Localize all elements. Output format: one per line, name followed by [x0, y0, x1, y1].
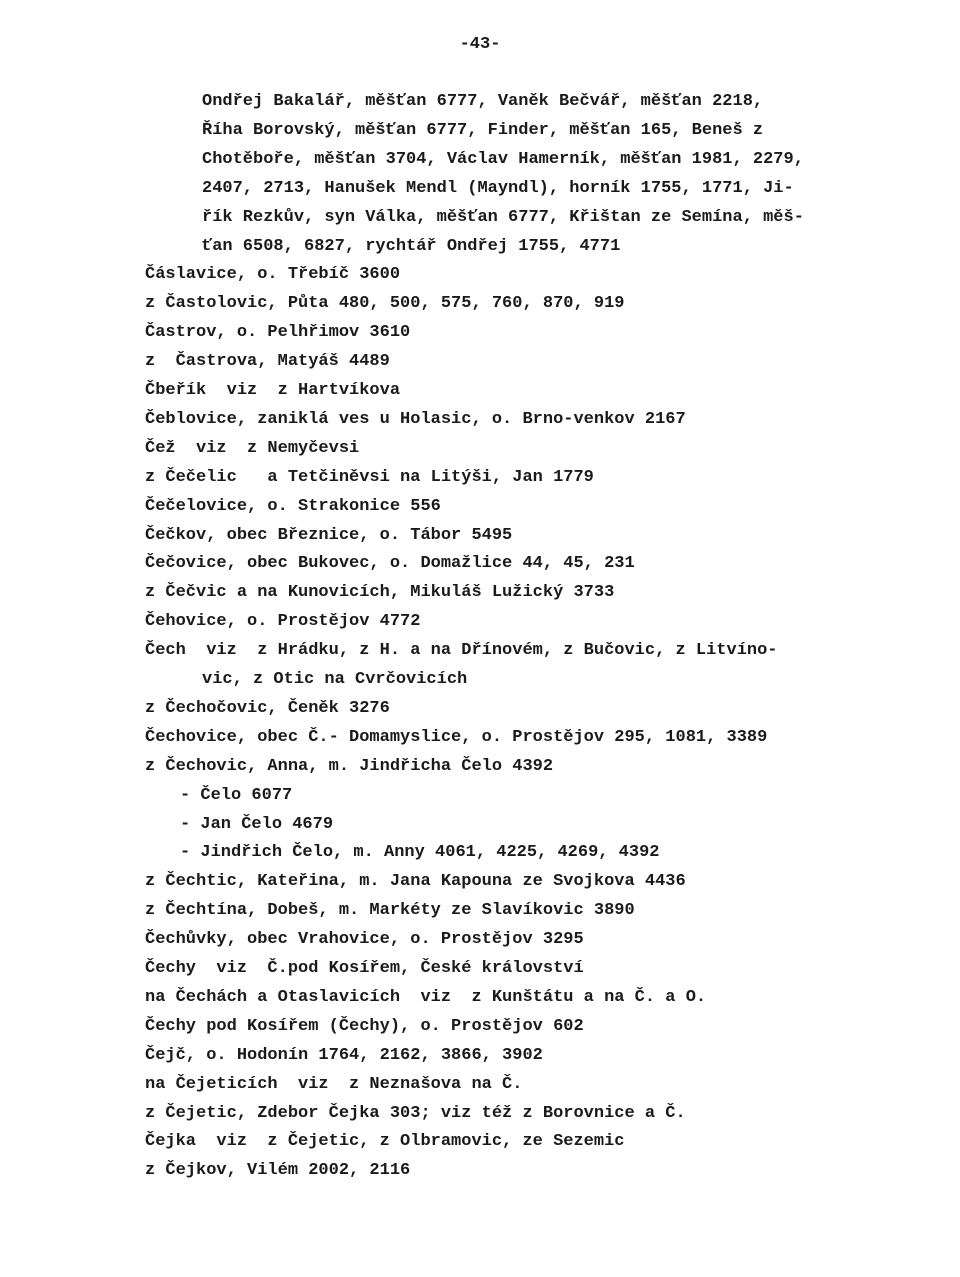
page-number: -43-: [459, 35, 501, 54]
index-entry: Čechy viz Č.pod Kosířem, České království: [145, 959, 584, 978]
index-entry: Čečelovice, o. Strakonice 556: [145, 496, 441, 516]
index-entry: Čečovice, obec Bukovec, o. Domažlice 44, 45, 231: [145, 554, 635, 574]
index-entry: Čechovice, obec Č.- Domamyslice, o. Prostějov 295, 1081, 3389: [145, 727, 768, 747]
index-entry: z Čečvic a na Kunovicích, Mikuláš Lužický 3733: [145, 583, 615, 603]
index-entry: Častrov, o. Pelhřimov 3610: [145, 323, 411, 343]
index-entry-continuation: ťan 6508, 6827, rychtář Ondřej 1755, 4771: [202, 236, 621, 256]
index-entry-continuation: Ondřej Bakalář, měšťan 6777, Vaněk Bečvář, měšťan 2218,: [202, 92, 764, 111]
index-entry: z Čechovic, Anna, m. Jindřicha Čelo 4392: [145, 756, 554, 776]
index-entry-continuation: 2407, 2713, Hanušek Mendl (Mayndl), horník 1755, 1771, Ji-: [202, 178, 794, 198]
index-entry: Čechy pod Kosířem (Čechy), o. Prostějov 602: [145, 1016, 584, 1036]
index-entry: z Častrova, Matyáš 4489: [145, 352, 390, 372]
index-entry: Čečkov, obec Březnice, o. Tábor 5495: [145, 525, 513, 545]
index-entry: z Častolovic, Půta 480, 500, 575, 760, 870, 919: [145, 294, 625, 314]
index-entry: z Čechočovic, Čeněk 3276: [145, 698, 390, 718]
index-entry-continuation: Chotěboře, měšťan 3704, Václav Hamerník, měšťan 1981, 2279,: [202, 149, 804, 169]
index-entry-continuation: - Čelo 6077: [180, 785, 293, 805]
index-entry: Čbeřík viz z Hartvíkova: [145, 381, 401, 400]
index-entry: Čejka viz z Čejetic, z Olbramovic, ze Sezemic: [145, 1132, 625, 1152]
index-entry: na Čechách a Otaslavicích viz z Kunštátu a na Č. a O.: [145, 987, 707, 1007]
index-entry: z Čejetic, Zdebor Čejka 303; viz též z Borovnice a Č.: [145, 1103, 686, 1123]
index-entry: Čejč, o. Hodonín 1764, 2162, 3866, 3902: [145, 1045, 543, 1065]
index-entry: Čeblovice, zaniklá ves u Holasic, o. Brno-venkov 2167: [145, 409, 686, 429]
index-entry: z Čečelic a Tetčiněvsi na Litýši, Jan 1779: [145, 467, 594, 487]
index-entry: na Čejeticích viz z Neznašova na Č.: [145, 1074, 523, 1094]
index-entry: Čehovice, o. Prostějov 4772: [145, 612, 421, 632]
index-entry: Čež viz z Nemyčevsi: [145, 438, 360, 458]
index-entry: z Čechtína, Dobeš, m. Markéty ze Slavíkovic 3890: [145, 901, 635, 921]
index-entry: Čech viz z Hrádku, z H. a na Dřínovém, z Bučovic, z Litvíno-: [145, 641, 778, 661]
index-entry-continuation: řík Rezkův, syn Válka, měšťan 6777, Křištan ze Semína, měš-: [202, 207, 804, 227]
index-entry-continuation: vic, z Otic na Cvrčovicích: [202, 670, 468, 689]
index-entry: Čáslavice, o. Třebíč 3600: [145, 265, 401, 285]
index-entry-continuation: - Jindřich Čelo, m. Anny 4061, 4225, 4269, 4392: [180, 843, 660, 863]
index-entry: z Čechtic, Kateřina, m. Jana Kapouna ze Svojkova 4436: [145, 872, 686, 892]
index-entry-continuation: Říha Borovský, měšťan 6777, Finder, měšťan 165, Beneš z: [202, 120, 764, 140]
index-entry-continuation: - Jan Čelo 4679: [180, 814, 334, 834]
index-entry: z Čejkov, Vilém 2002, 2116: [145, 1161, 411, 1181]
index-entry: Čechůvky, obec Vrahovice, o. Prostějov 3295: [145, 930, 584, 950]
